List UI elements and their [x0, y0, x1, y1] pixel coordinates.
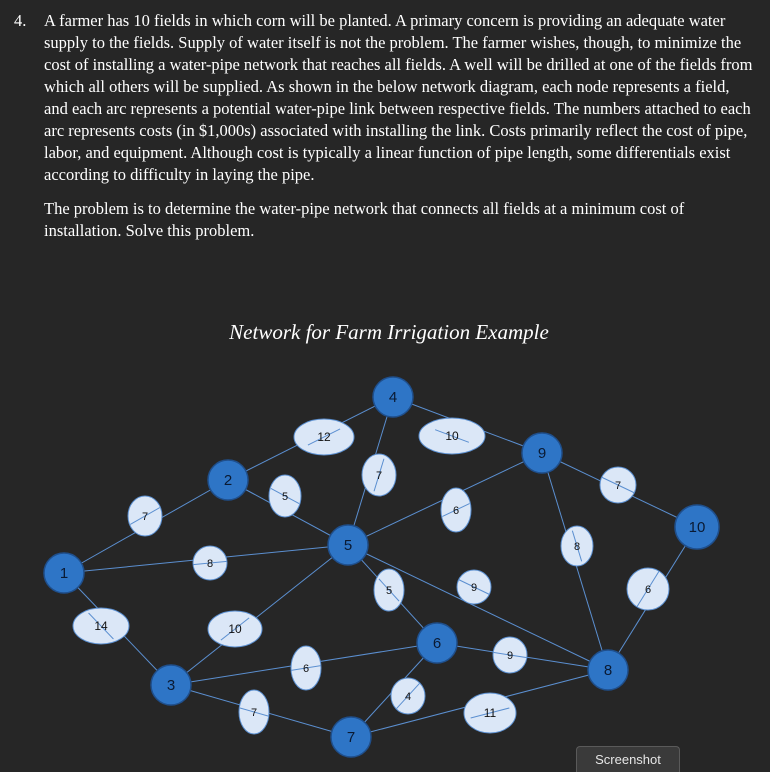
edge-cost-label-5-6 — [374, 569, 404, 611]
edge-cost-text: 10 — [228, 622, 242, 636]
problem-paragraph-1: A farmer has 10 fields in which corn will be planted. A primary concern is providing an adequate water supply to the fields. Supply of water itself is not the problem. The farmer wishes, though, to minimize the cost of installing a water-pipe network that reaches all fields. A well will be drilled at one of the fields from which all others will be supplied. As shown in the below network diagram, each node represents a field, and each arc represents a potential water-pipe link between respective fields. The numbers attached to each arc represents costs (in $1,000s) associated with installing the link. Costs primarily reflect the cost of pipe, labor, and equipment. Although cost is typically a linear function of pipe length, some differentials exist according to difficulty in laying the pipe. — [44, 11, 753, 184]
edge-cost-text: 5 — [281, 491, 289, 503]
edge-cost-label-1-5 — [193, 546, 227, 580]
edge-cost-text: 7 — [250, 707, 258, 719]
diagram-title: Network for Farm Irrigation Example — [229, 320, 549, 344]
edge-cost-label-5-9 — [441, 488, 471, 532]
edge-cost-label-1-3 — [73, 608, 129, 644]
edge-cost-text: 8 — [573, 541, 581, 553]
edge-cost-text: 12 — [317, 430, 331, 444]
edge-cost-text: 6 — [302, 663, 310, 675]
node-label: 2 — [223, 472, 233, 489]
edge-cost-label-7-6 — [391, 678, 425, 714]
problem-paragraph-2: The problem is to determine the water-pipe network that connects all fields at a minimum cost of installation. Solve this problem. — [44, 199, 685, 240]
node-2 — [208, 460, 248, 500]
node-label: 7 — [346, 729, 356, 746]
edge-cost-label-2-5 — [269, 475, 301, 517]
node-10 — [675, 505, 719, 549]
edge-cost-label-9-10 — [600, 467, 636, 503]
edge-cost-text: 7 — [141, 511, 149, 523]
node-label: 3 — [166, 677, 176, 694]
edge-cost-text: 14 — [94, 619, 108, 633]
node-9 — [522, 433, 562, 473]
edge-cost-label-8-10 — [627, 568, 669, 610]
node-3 — [151, 665, 191, 705]
node-label: 8 — [603, 662, 613, 679]
node-label: 9 — [537, 445, 547, 462]
edge-cost-label-5-8 — [457, 570, 491, 604]
edge-cost-label-4-5 — [362, 454, 396, 496]
node-label: 6 — [432, 635, 442, 652]
node-label: 5 — [343, 537, 353, 554]
screenshot-button[interactable]: Screenshot — [576, 746, 680, 772]
node-6 — [417, 623, 457, 663]
edge-cost-text: 9 — [506, 650, 514, 662]
node-label: 10 — [688, 519, 706, 536]
problem-number: 4. — [14, 11, 27, 30]
edge-cost-text: 6 — [644, 584, 652, 596]
edge-cost-text: 4 — [404, 691, 412, 703]
node-label: 4 — [388, 389, 398, 406]
edge-cost-label-6-8 — [493, 637, 527, 673]
node-1 — [44, 553, 84, 593]
node-4 — [373, 377, 413, 417]
edge-cost-text: 6 — [452, 505, 460, 517]
node-8 — [588, 650, 628, 690]
edge-cost-text: 11 — [483, 706, 497, 720]
edge-cost-label-2-4 — [294, 419, 354, 455]
edge-cost-label-3-6 — [291, 646, 321, 690]
node-7 — [331, 717, 371, 757]
node-label: 1 — [59, 565, 69, 582]
node-5 — [328, 525, 368, 565]
edge-cost-label-9-8 — [561, 526, 593, 566]
edge-cost-text: 9 — [470, 582, 478, 594]
edge-cost-text: 7 — [614, 480, 622, 492]
edge-cost-text: 10 — [445, 429, 459, 443]
edge-cost-text: 5 — [385, 585, 393, 597]
edge-cost-label-3-7 — [239, 690, 269, 734]
edge-cost-label-5-3 — [208, 611, 262, 647]
edge-cost-text: 7 — [375, 470, 383, 482]
edge-cost-label-7-8 — [464, 693, 516, 733]
edge-cost-label-4-9 — [419, 418, 485, 454]
edge-cost-text: 8 — [206, 558, 214, 570]
edge-cost-label-1-2 — [128, 496, 162, 536]
